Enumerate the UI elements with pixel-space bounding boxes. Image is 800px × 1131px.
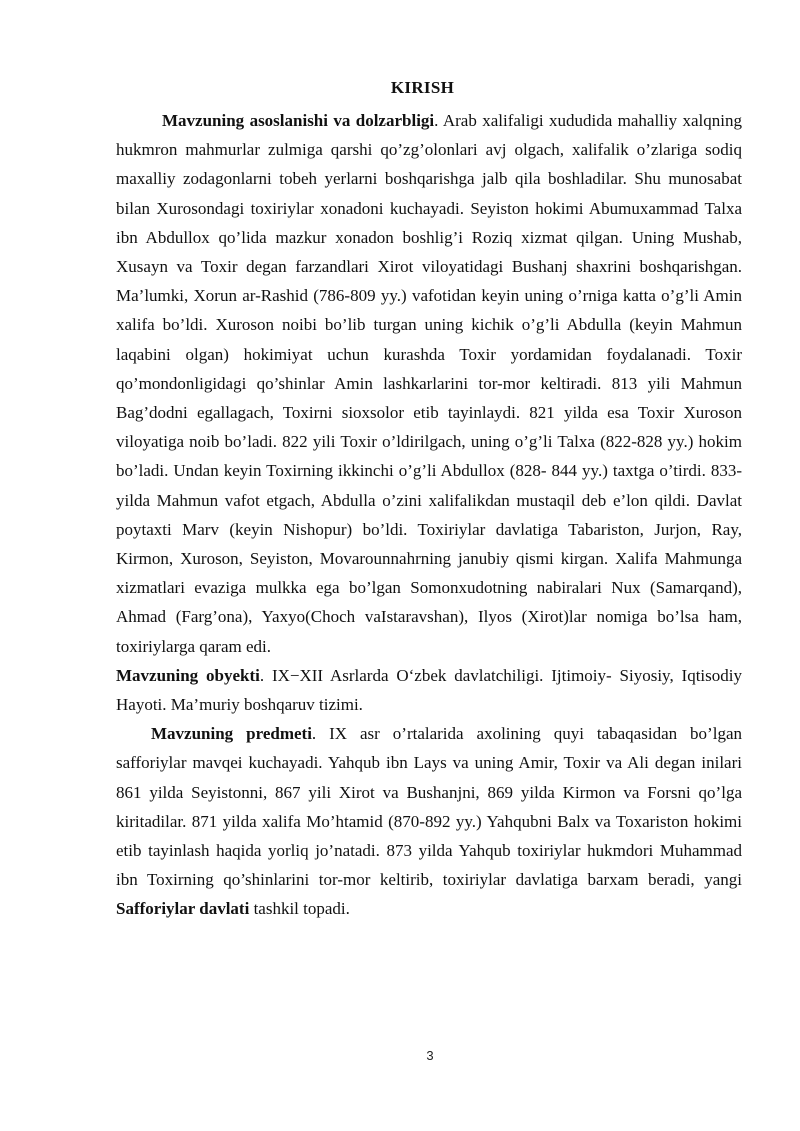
body-text [116, 106, 742, 924]
paragraph-object-text: . IX−XII Asrlarda O‘zbek davlatchiligi. Ijtimoiy- Siyosiy, Iqtisodiy Hayoti. Ma’muriy boshqaruv tizimi. [116, 665, 742, 715]
bold-term: Safforiylar davlati [116, 899, 250, 919]
paragraph-object [116, 661, 742, 719]
paragraph-subject-text: . IX asr o’rtalarida axolining quyi tabaqasidan bo’lgan safforiylar mavqei kuchayadi. Yahqub ibn Lays va uning Amir, Toxir va Ali degan inilari 861 yilda Seyistonni, 867 yili Xirot va Bushanjni, 869 yilda Kirmon va Forsni qo’lga kiritadilar. 871 yilda xalifa Mo’htamid (870-892 yy.) Yahqubni Balx va Toxariston hokimi etib tayinlash haqida yorliq jo’natadi. 873 yilda Yahqub toxiriylar hukmdori Muhammad ibn Toxirning qo’shinlarini tor-mor keltirib, toxiriylar davlatiga barxam beradi, yangi [116, 724, 742, 890]
page-number: 3 [426, 1048, 434, 1063]
paragraph-subject-tail: tashkil topadi. [249, 899, 350, 919]
heading-object: Mavzuning obyekti [116, 665, 260, 685]
paragraph-rationale [116, 106, 742, 661]
paragraph-rationale-text: . Arab xalifaligi xududida mahalliy xalqning hukmron mahmurlar zulmiga qarshi qo’zg’olonlari avj olgach, xalifalik o’zlariga sodiq maxalliy zodagonlarni tobeh yerlarni boshqarishga jalb qila boshladilar. Shu munosabat bilan Xurosondagi toxiriylar xonadoni kuchayadi. Seyiston hokimi Abumuxammad Talxa ibn Abdullox qo’lida mazkur xonadon boshlig’i Roziq xizmat qilgan. Uning Mushab, Xusayn va Toxir degan farzandlari Xirot viloyatidagi Bushanj shaxrini boshqarishgan. Ma’lumki, Xorun ar-Rashid (786-809 yy.) vafotidan keyin uning o’rniga katta o’g’li Amin xalifa bo’ldi. Xuroson noibi bo’lib turgan uning kichik o’g’li Abdulla (keyin Mahmun laqabini olgan) hokimiyat uchun kurashda Toxir yordamidan foydalanadi. Toxir qo’mondonligidagi qo’shinlar Amin lashkarlarini tor-mor keltiradi. 813 yili Mahmun Bag’dodni egallagach, Toxirni sioxsolor etib tayinlaydi. 821 yilda esa Toxir Xuroson viloyatiga noib bo’ladi. 822 yili Toxir o’ldirilgach, uning o’g’li Talxa (822-828 yy.) hokim bo’ladi. Undan keyin Toxirning ikkinchi o’g’li Abdullox (828- 844 yy.) taxtga o’tirdi. 833- yilda Mahmun vafot etgach, Abdulla o’zini xalifalikdan mustaqil deb e’lon qildi. Davlat poytaxti Marv (keyin Nishopur) bo’ldi. Toxiriylar davlatiga Tabariston, Jurjon, Ray, Kirmon, Xuroson, Seyiston, Movarounnahrning janubiy qismi kirgan. Xalifa Mahmunga xizmatlari evaziga mulkka ega bo’lgan Somonxudotning nabiralari Nux (Samarqand), Ahmad (Farg’ona), Yaxyo(Choch vaIstaravshan), Ilyos (Xirot)lar nomiga bo’lsa ham, toxiriylarga qaram edi. [116, 111, 742, 656]
heading-subject: Mavzuning predmeti [151, 724, 312, 744]
paragraph-subject [116, 719, 742, 923]
heading-rationale: Mavzuning asoslanishi va dolzarbligi [162, 111, 435, 130]
page-title: KIRISH [390, 78, 455, 97]
